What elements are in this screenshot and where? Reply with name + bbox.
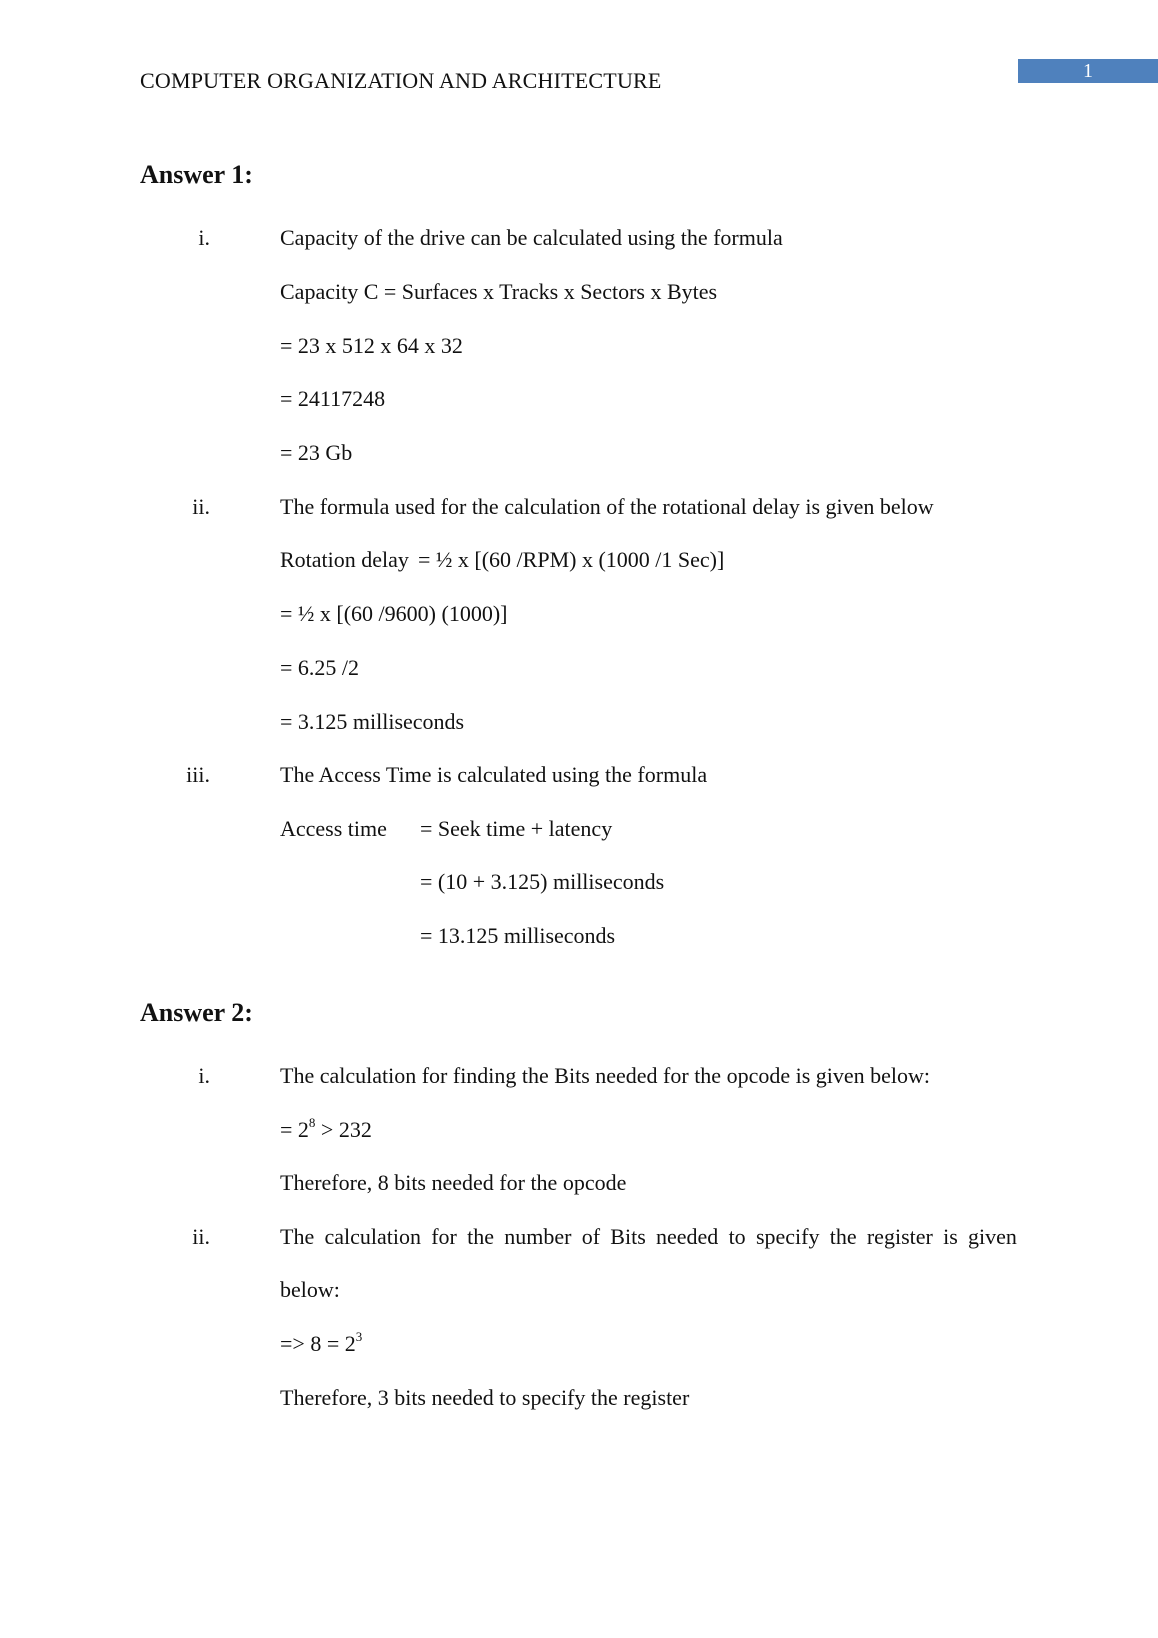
intro-word: The [280, 1224, 315, 1249]
list-numeral: i. [198, 1063, 210, 1088]
register-eq-prefix: => 8 = 2 [280, 1331, 356, 1356]
capacity-formula: Capacity C = Surfaces x Tracks x Sectors x Bytes [280, 279, 718, 304]
answer-2-heading: Answer 2: [140, 998, 253, 1027]
access-time-formula: = Seek time + latency [420, 816, 613, 841]
answer-2-ii-intro [280, 1224, 1017, 1250]
rotation-delay-formula: = ½ x [(60 /RPM) x (1000 /1 Sec)] [418, 547, 725, 572]
intro-word: for [431, 1224, 457, 1249]
answer-2-i-intro: The calculation for finding the Bits needed for the opcode is given below: [280, 1063, 931, 1088]
intro-word: is [943, 1224, 958, 1249]
list-numeral: iii. [186, 762, 210, 787]
intro-word: specify [755, 1224, 820, 1249]
capacity-step-1: = 23 x 512 x 64 x 32 [280, 333, 463, 358]
opcode-eq-prefix: = 2 [280, 1117, 309, 1142]
register-conclusion: Therefore, 3 bits needed to specify the register [280, 1385, 690, 1410]
intro-word: to [728, 1224, 746, 1249]
intro-word: register [866, 1224, 933, 1249]
answer-1-heading: Answer 1: [140, 160, 253, 189]
rotation-delay-label: Rotation delay [280, 547, 409, 572]
rotation-step-2: = 6.25 /2 [280, 655, 360, 680]
intro-word: needed [656, 1224, 719, 1249]
intro-word: the [829, 1224, 857, 1249]
opcode-equation [280, 1114, 372, 1143]
register-equation [280, 1328, 363, 1357]
access-time-step-2: = 13.125 milliseconds [420, 923, 616, 948]
rotation-step-1: = ½ x [(60 /9600) (1000)] [280, 601, 508, 626]
opcode-eq-exponent: 8 [308, 1114, 316, 1130]
intro-word: calculation [324, 1224, 421, 1249]
answer-1-i-intro: Capacity of the drive can be calculated using the formula [280, 225, 783, 250]
access-time-label: Access time [280, 816, 387, 841]
intro-word: given [968, 1224, 1017, 1249]
register-eq-exponent: 3 [355, 1328, 363, 1344]
opcode-conclusion: Therefore, 8 bits needed for the opcode [280, 1170, 627, 1195]
intro-word: Bits [610, 1224, 646, 1249]
answer-1-iii-intro: The Access Time is calculated using the formula [280, 762, 708, 787]
opcode-eq-suffix: > 232 [315, 1117, 372, 1142]
access-time-step-1: = (10 + 3.125) milliseconds [420, 869, 665, 894]
page-number-badge: 1 [1018, 59, 1158, 83]
intro-word: the [467, 1224, 495, 1249]
capacity-step-2: = 24117248 [280, 386, 386, 411]
answer-1-ii-intro: The formula used for the calculation of the rotational delay is given below [280, 494, 934, 519]
intro-word: of [581, 1224, 601, 1249]
running-header: COMPUTER ORGANIZATION AND ARCHITECTURE [140, 68, 662, 93]
list-numeral: ii. [192, 1224, 210, 1249]
list-numeral: ii. [192, 494, 210, 519]
list-numeral: i. [198, 225, 210, 250]
rotation-step-3: = 3.125 milliseconds [280, 709, 465, 734]
capacity-step-3: = 23 Gb [280, 440, 353, 465]
intro-word: number [504, 1224, 572, 1249]
answer-2-ii-intro-continued: below: [280, 1277, 340, 1302]
